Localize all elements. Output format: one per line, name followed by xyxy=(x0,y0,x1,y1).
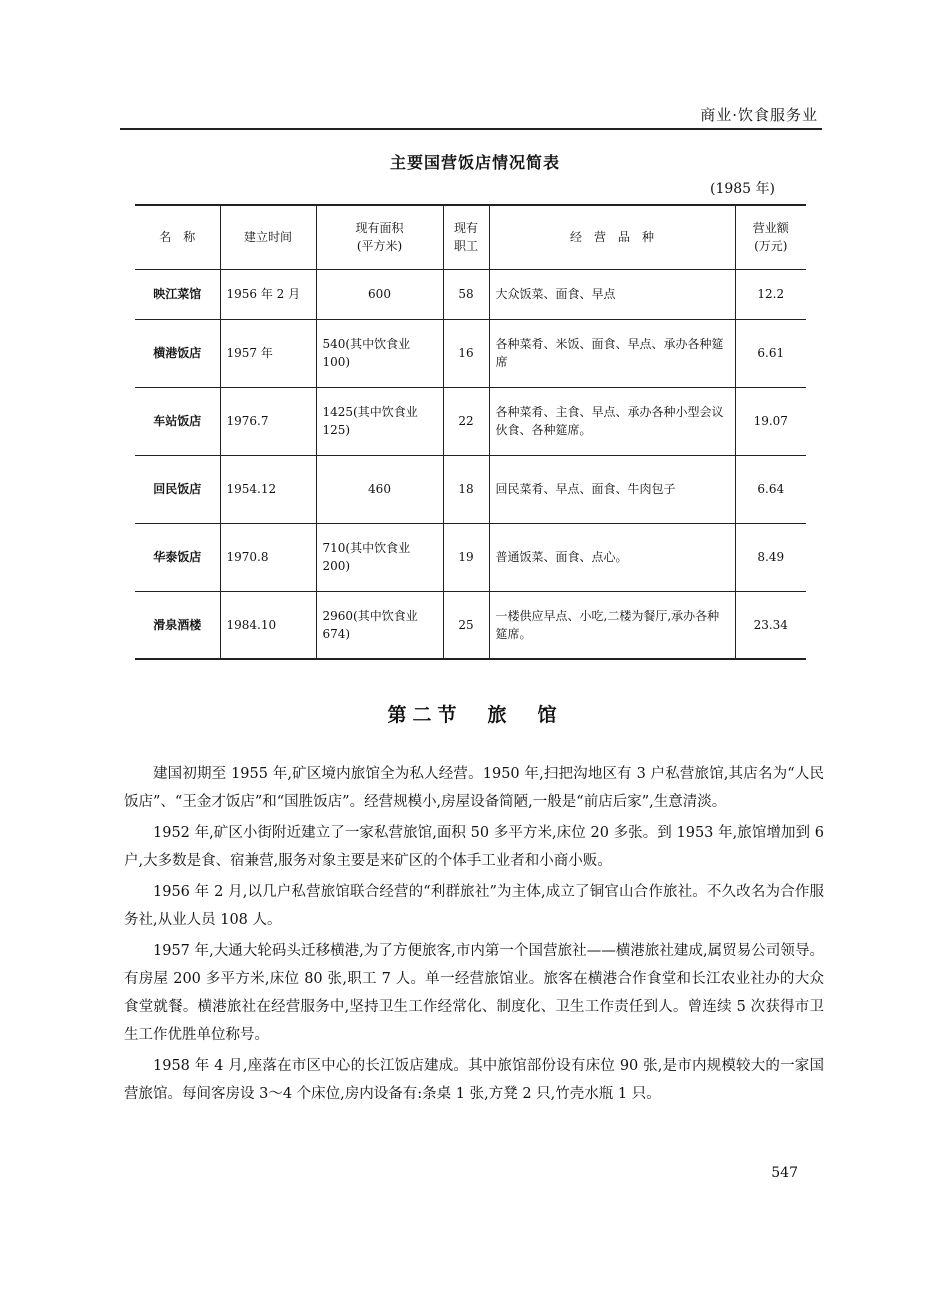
paragraph: 1958 年 4 月,座落在市区中心的长江饭店建成。其中旅馆部份设有床位 90 张,是市内规模较大的一家国营旅馆。每间客房设 3～4 个床位,房内设备有:条桌 1 张,方凳 2 只,竹壳水瓶 1 只。 xyxy=(124,1058,824,1102)
cell-area: 710(其中饮食业 200) xyxy=(316,523,443,591)
col-header-sales xyxy=(735,205,806,269)
table-row xyxy=(135,591,806,659)
cell-founded: 1957 年 xyxy=(220,319,316,387)
table-header-row xyxy=(135,205,806,269)
cell-sales: 23.34 xyxy=(735,591,806,659)
cell-staff: 58 xyxy=(443,269,489,319)
cell-products: 各种菜肴、米饭、面食、早点、承办各种筵席 xyxy=(489,319,735,387)
cell-products: 大众饭菜、面食、早点 xyxy=(489,269,735,319)
page-number: 547 xyxy=(771,1165,798,1181)
paragraph: 1957 年,大通大轮码头迁移横港,为了方便旅客,市内第一个国营旅社——横港旅社建成,属贸易公司领导。有房屋 200 多平方米,床位 80 张,职工 7 人。单一经营旅馆业。旅客在横港合作食堂和长江农业社办的大众食堂就餐。横港旅社在经营服务中,坚持卫生工作经常化、制度化、卫生工作责任到人。曾连续 5 次获得市卫生工作优胜单位称号。 xyxy=(124,943,824,1043)
cell-area: 2960(其中饮食业 674) xyxy=(316,591,443,659)
cell-founded: 1970.8 xyxy=(220,523,316,591)
cell-name: 映江菜馆 xyxy=(135,269,220,319)
col-header-area-unit: (平方米) xyxy=(356,239,403,254)
cell-sales: 6.61 xyxy=(735,319,806,387)
table-row xyxy=(135,319,806,387)
cell-products: 回民菜肴、早点、面食、牛肉包子 xyxy=(489,455,735,523)
cell-staff: 18 xyxy=(443,455,489,523)
cell-founded: 1956 年 2 月 xyxy=(220,269,316,319)
cell-founded: 1976.7 xyxy=(220,387,316,455)
table-title: 主要国营饭店情况简表 xyxy=(389,153,560,172)
cell-name: 横港饭店 xyxy=(135,319,220,387)
cell-sales: 19.07 xyxy=(735,387,806,455)
paragraph: 1956 年 2 月,以几户私营旅馆联合经营的“利群旅社”为主体,成立了铜官山合作旅社。不久改名为合作服务社,从业人员 108 人。 xyxy=(124,884,824,928)
cell-name: 滑泉酒楼 xyxy=(135,591,220,659)
col-header-sales-unit: (万元) xyxy=(754,239,788,254)
cell-staff: 16 xyxy=(443,319,489,387)
col-header-area-label: 现有面积 xyxy=(355,221,404,236)
col-header-products: 经 营 品 种 xyxy=(489,205,735,269)
cell-staff: 19 xyxy=(443,523,489,591)
table-year: (1985 年) xyxy=(709,181,775,197)
table-row xyxy=(135,387,806,455)
running-header: 商业·饮食服务业 xyxy=(700,106,818,124)
paragraph: 1952 年,矿区小街附近建立了一家私营旅馆,面积 50 多平方米,床位 20 多张。到 1953 年,旅馆增加到 6 户,大多数是食、宿兼营,服务对象主要是来矿区的个体手工业者和小商小贩。 xyxy=(124,825,824,869)
cell-area: 460 xyxy=(316,455,443,523)
section-title: 第二节 旅 馆 xyxy=(387,704,563,726)
cell-name: 车站饭店 xyxy=(135,387,220,455)
cell-area: 600 xyxy=(316,269,443,319)
cell-name: 华泰饭店 xyxy=(135,523,220,591)
cell-name: 回民饭店 xyxy=(135,455,220,523)
paragraph: 建国初期至 1955 年,矿区境内旅馆全为私人经营。1950 年,扫把沟地区有 3 户私营旅馆,其店名为“人民饭店”、“王金才饭店”和“国胜饭店”。经营规模小,房屋设备简陋,一般是“前店后家”,生意清淡。 xyxy=(124,766,824,810)
cell-founded: 1984.10 xyxy=(220,591,316,659)
body-text xyxy=(124,760,824,1111)
col-header-staff xyxy=(443,205,489,269)
cell-sales: 6.64 xyxy=(735,455,806,523)
cell-sales: 12.2 xyxy=(735,269,806,319)
table-row xyxy=(135,269,806,319)
cell-area: 540(其中饮食业 100) xyxy=(316,319,443,387)
cell-sales: 8.49 xyxy=(735,523,806,591)
cell-products: 普通饭菜、面食、点心。 xyxy=(489,523,735,591)
cell-staff: 22 xyxy=(443,387,489,455)
header-rule xyxy=(120,128,822,130)
col-header-staff-line1: 现有 xyxy=(453,221,478,236)
col-header-staff-line2: 职工 xyxy=(453,239,478,254)
cell-staff: 25 xyxy=(443,591,489,659)
cell-products: 各种菜肴、主食、早点、承办各种小型会议伙食、各种筵席。 xyxy=(489,387,735,455)
table-row xyxy=(135,455,806,523)
col-header-founded: 建立时间 xyxy=(220,205,316,269)
cell-area: 1425(其中饮食业 125) xyxy=(316,387,443,455)
col-header-name: 名 称 xyxy=(135,205,220,269)
col-header-area xyxy=(316,205,443,269)
restaurant-table xyxy=(135,204,806,660)
col-header-sales-label: 营业额 xyxy=(752,221,789,236)
cell-founded: 1954.12 xyxy=(220,455,316,523)
table-row xyxy=(135,523,806,591)
cell-products: 一楼供应早点、小吃,二楼为餐厅,承办各种筵席。 xyxy=(489,591,735,659)
